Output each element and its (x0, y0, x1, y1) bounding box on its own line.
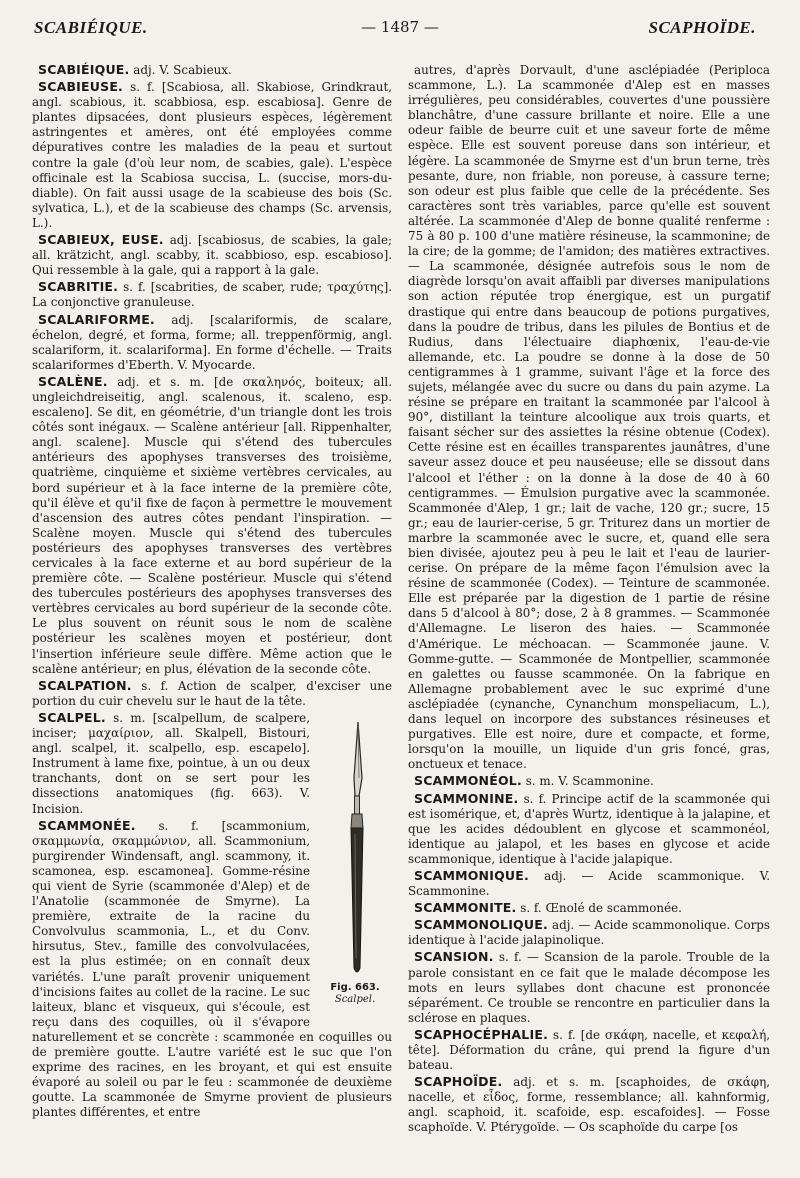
definition: s. m. [scalpellum, de scalpere, inciser; μαχαίριον, all. Skalpell, Bistouri, angl. scalpel, it. scalpello, esp. escapelo]. Instrument à lame fixe, pointue, à un ou deux tranchants, dont on se sert pour les dissections anatomiques (fig. 663). V. Incision. (32, 710, 310, 816)
headword: SCAPHOCÉPHALIE. (414, 1026, 549, 1042)
definition: s. f. Action de scalper, d'exciser une portion du cuir chevelu sur le haut de la tête. (32, 678, 392, 708)
headword: SCALPEL. (38, 709, 106, 725)
headword: SCAMMONÉOL. (414, 773, 522, 789)
headword: SCABIEUSE. (38, 79, 124, 95)
figure-caption (318, 982, 392, 1006)
dictionary-entry (32, 279, 392, 310)
definition: adj. et s. m. [de σκαληνός, boiteux; all. ungleichdreiseitig, angl. scalenous, it. scaleno, esp. escaleno]. Se dit, en géométrie, d'un triangle dont les trois côtés sont inégaux. — Scalène antérieur [all. Rippenhalter, angl. scalene]. Muscle qui s'étend des tubercules antérieurs des apophyses transverses des troisième, quatrième, cinquième et sixième vertèbres cervicales, au bord supérieur et à la face interne de la première côte, qu'il élève et qu'il fixe de façon à permettre le mouvement d'ascension des autres côtes pendant l'inspiration. — Scalène moyen. Muscle qui s'étend des tubercules postérieurs des apophyses transverses des vertèbres cervicales à la face externe et au bord supérieur de la première côte. — Scalène postérieur. Muscle qui s'étend des tubercules postérieurs des apophyses transverses des vertèbres cervicales au bord supérieur de la seconde côte. Le plus souvent on réunit sous le nom de scalène postérieur les scalènes moyen et postérieur, dont l'insertion inférieure seule diffère. Même action que le scalène antérieur; en plus, élévation de la seconde côte. (32, 374, 393, 676)
figure-number: Fig. 663. (330, 981, 380, 993)
headword: SCAMMONIQUE. (414, 867, 529, 883)
page-header (30, 18, 770, 44)
headword: SCAMMONINE. (414, 790, 519, 806)
dictionary-entry (408, 900, 770, 916)
dictionary-entry (32, 312, 392, 373)
definition: s. f. Principe actif de la scammonée qui est isomérique, et, d'après Wurtz, identique à la jalapine, et que les acides dédoublent en glycose et scammonéol, identique au jalapol, et les bases en glycose et acide scammonique, identique à l'acide jalapique. (408, 791, 770, 866)
headword: SCAMMONITE. (414, 900, 517, 916)
definition: adj. — Acide scammonolique. Corps identique à l'acide jalapinolique. (408, 918, 770, 948)
dictionary-entry (408, 773, 770, 789)
page-number: — 1487 — (361, 18, 439, 36)
definition: s. m. V. Scammonine. (525, 774, 654, 789)
headword: SCAPHOÏDE. (414, 1074, 503, 1090)
right-column (408, 62, 770, 1137)
dictionary-entry (408, 917, 770, 948)
definition: adj. — Acide scammonique. V. Scammonine. (408, 868, 770, 899)
definition: adj. [scabiosus, de scabies, la gale; all. krätzicht, angl. scabby, it. scabbioso, esp. escabioso]. Qui ressemble à la gale, qui a rapport à la gale. (32, 233, 392, 278)
headword: SCALARIFORME. (38, 311, 155, 327)
headword: SCAMMONÉE. (38, 817, 136, 833)
scalpel-figure (318, 718, 392, 1018)
headword: SCALÈNE. (38, 373, 108, 389)
definition: adj. et s. m. [scaphoides, de σκάφη, nacelle, et εἶδος, forme, ressemblance; all. kahnformig, angl. scaphoid, it. scafoide, esp. escafoides]. — Fosse scaphoïde. V. Ptérygoïde. — Os scaphoïde du carpe [os (408, 1075, 771, 1135)
figure-label: Scalpel. (334, 993, 376, 1005)
headword: SCABRITIE. (38, 279, 119, 295)
running-head-right: SCAPHOÏDE. (648, 18, 756, 37)
left-column (32, 62, 392, 1121)
headword: SCABIEUX, EUSE. (38, 232, 164, 248)
headword: SCABIÉIQUE. (38, 62, 130, 77)
dictionary-entry (408, 1074, 770, 1135)
headword: SCANSION. (414, 949, 494, 965)
dictionary-entry (32, 232, 392, 278)
dictionary-entry-continued (408, 62, 770, 772)
dictionary-entry (32, 374, 392, 677)
dictionary-entry (408, 791, 770, 867)
definition: s. f. [de σκάφη, nacelle, et κεφαλή, tête]. Déformation du crâne, qui prend la figure d'un bateau. (408, 1027, 770, 1073)
dictionary-entry (408, 868, 770, 899)
dictionary-entry (408, 949, 770, 1025)
dictionary-entry (32, 62, 392, 78)
headword: SCAMMONOLIQUE. (414, 917, 548, 933)
definition: s. f. Œnolé de scammonée. (520, 901, 682, 916)
definition: s. f. [scabrities, de scaber, rude; τραχύτης]. La conjonctive granuleuse. (32, 280, 392, 310)
dictionary-entry (32, 79, 392, 231)
scalpel-illustration (318, 718, 392, 980)
dictionary-entry (408, 1027, 770, 1073)
definition: adj. [scalariformis, de scalare, échelon, degré, et forma, forme; all. treppenförmig, angl. scalariform, it. scalariforma]. En forme d'échelle. — Traits scalariformes d'Eberth. V. Myocarde. (32, 312, 392, 372)
definition: autres, d'après Dorvault, d'une asclépiadée (Periploca scammone, L.). La scammonée d'Alep est en masses irrégulières, peu considérables, couvertes d'une poussière blanchâtre, d'une cassure brillante et noire. Elle a une odeur faible de beurre cuit et une saveur forte de même espèce. Elle est souvent poreuse dans son intérieur, et légère. La scammonée de Smyrne est d'un brun terne, très pesante, dure, non friable, non poreuse, à cassure terne; son odeur est plus faible que celle de la précédente. Ses caractères sont très variables, parce qu'elle est souvent altérée. La scammonée d'Alep de bonne qualité renferme : 75 à 80 p. 100 d'une matière résineuse, la scammonine; de la cire; de la gomme; de l'amidon; des matières extractives. — La scammonée, désignée autrefois sous le nom de diagrède lorsqu'on avait affaibli par diverses manipulations son action réputée trop énergique, est un purgatif drastique qui entre dans beaucoup de potions purgatives, dans la poudre de tribus, dans les pilules de Bontius et de Rudius, dans l'électuaire diaphœnix, l'eau-de-vie allemande, etc. La poudre se donne à la dose de 50 centigrammes à 1 gramme, suivant l'âge et la force des sujets, mélangée avec du sucre ou dans du pain azyme. La résine se prépare en traitant la scammonée par l'alcool à 90°, distillant la teinture alcoolique aux trois quarts, et faisant sécher sur des assiettes la résine obtenue (Codex). Cette résine est en écailles transparentes jaunâtres, d'une saveur assez douce et peu nauséeuse; elle se dissout dans l'alcool et l'éther : on la donne à la dose de 40 à 60 centigrammes. — Émulsion purgative avec la scammonée. Scammonée d'Alep, 1 gr.; lait de vache, 120 gr.; sucre, 15 gr.; eau de laurier-cerise, 5 gr. Triturez dans un mortier de marbre la scammonée avec le sucre, et, quand elle sera bien divisée, ajoutez peu à peu le lait et l'eau de laurier-cerise. On prépare de la même façon l'émulsion avec la résine de scammonée (Codex). — Teinture de scammonée. Elle est préparée par la digestion de 1 partie de résine dans 5 d'alcool à 80°; dose, 2 à 8 grammes. — Scammonée d'Allemagne. Le liseron des haies. — Scammonée d'Amérique. Le méchoacan. — Scammonée jaune. V. Gomme-gutte. — Scammonée de Montpellier, scammonée en galettes ou fausse scammonée. On la fabrique en Allemagne probablement avec le suc exprimé d'une asclépiadée (cynanche, Cynanchum monspeliacum, L.), dans lequel on incorpore des substances résineuses et purgatives. Elle est noire, dure et compacte, et forme, lorsqu'on la mouille, un liquide d'un gris foncé, gras, onctueux et tenace. (408, 63, 770, 772)
definition: s. f. [Scabiosa, all. Skabiose, Grindkraut, angl. scabious, it. scabbiosa, esp. escabiosa]. Genre de plantes dipsacées, dont plusieurs espèces, légèrement astringentes et amères, ont été employées comme dépuratives contre les maladies de la peau et surtout contre la gale (d'où leur nom, de scabies, gale). L'espèce officinale est la Scabiosa succisa, L. (succise, mors-du-diable). On fait aussi usage de la scabieuse des bois (Sc. sylvatica, L.), et de la scabieuse des champs (Sc. arvensis, L.). (32, 80, 392, 230)
headword: SCALPATION. (38, 677, 132, 693)
definition: adj. V. Scabieux. (133, 63, 232, 77)
dictionary-entry (32, 678, 392, 709)
running-head-left: SCABIÉIQUE. (34, 18, 148, 37)
definition: s. f. — Scansion de la parole. Trouble de la parole consistant en ce fait que le malade décompose les mots en leurs syllabes dont chacune est prononcée séparément. Ce trouble se rencontre en particulier dans la sclérose en plaques. (408, 950, 770, 1025)
definition: s. f. [scammonium, σκαμμωνία, σκαμμώνιον, all. Scammonium, purgirender Windensaft, angl. scammony, it. scamonea, esp. escamonea]. Gomme-résine qui vient de Syrie (scammonée d'Alep) et de l'Anatolie (scammonée de Smyrne). La première, extraite de la racine du Convolvulus scammonia, L., et du Conv. hirsutus, Stev., famille des convolvulacées, est la plus estimée; on en connaît deux variétés. L'une paraît provenir uniquement d'incisions faites au collet de la racine. Le suc laiteux, blanc et visqueux, qui s'écoule, est reçu dans des coquilles, où il s'évapore naturellement et se concrète : scammonée en coquilles ou de première goutte. L'autre variété est le suc que l'on exprime des racines, en les broyant, et qui est ensuite évaporé au soleil ou par le feu : scammonée de deuxième goutte. La scammonée de Smyrne provient de plusieurs plantes différentes, et entre (32, 818, 392, 1120)
